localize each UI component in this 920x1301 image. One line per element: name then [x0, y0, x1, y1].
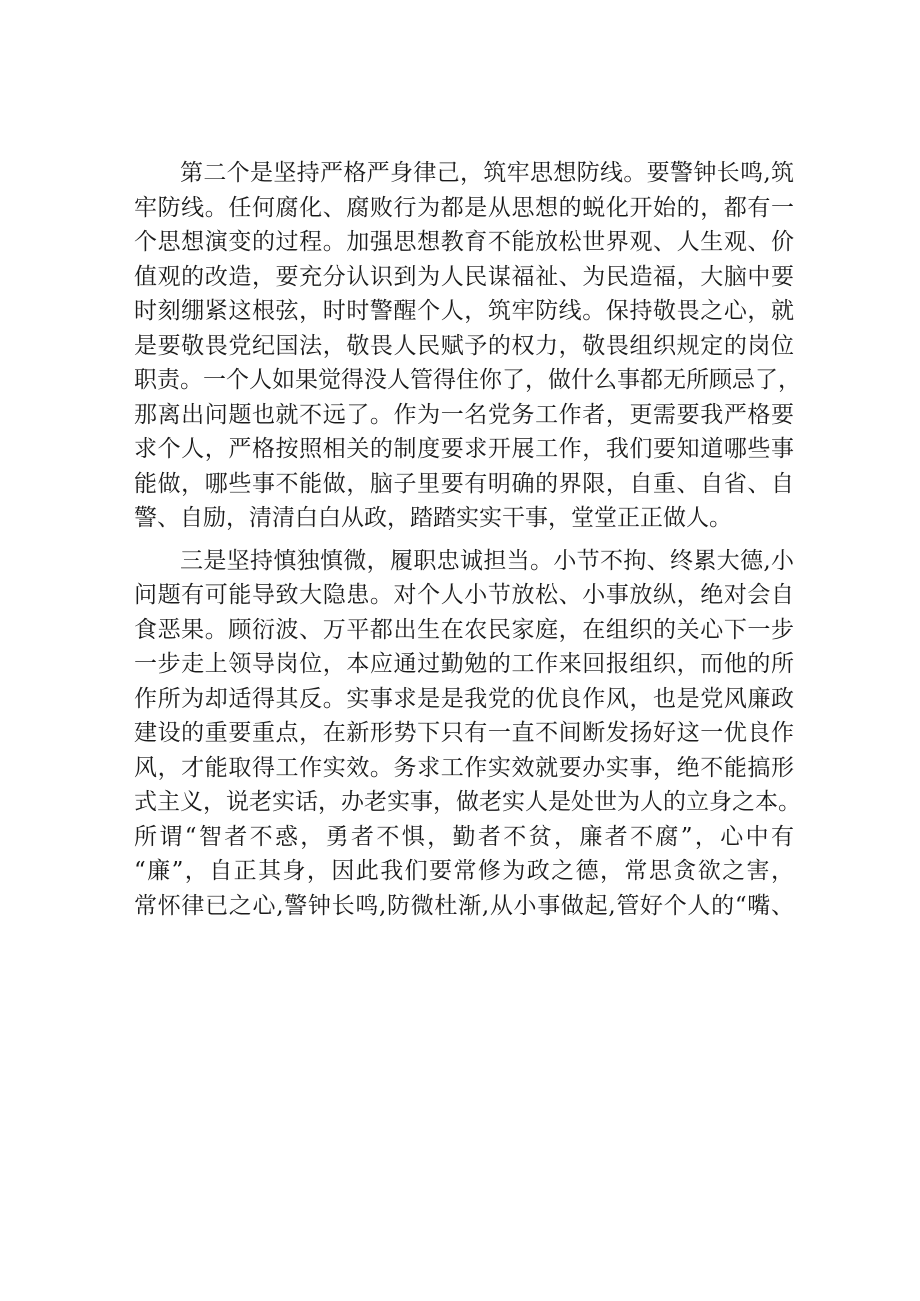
- text-line: 值观的改造，要充分认识到为人民谋福祉、为民造福，大脑中要: [134, 263, 794, 290]
- text-line: 牢防线。任何腐化、腐败行为都是从思想的蜕化开始的，都有一: [134, 194, 794, 221]
- text-line: 一步走上领导岗位，本应通过勤勉的工作来回报组织，而他的所: [134, 651, 794, 677]
- paragraph-self-discipline: [134, 156, 801, 536]
- text-line: 时刻绷紧这根弦，时时警醒个人，筑牢防线。保持敬畏之心，就: [134, 298, 794, 324]
- text-line: 式主义，说老实话，办老实事，做老实人是处世为人的立身之本。: [134, 789, 801, 815]
- text-line: 所谓“智者不惑，勇者不惧，勤者不贫，廉者不腐”，心中有: [134, 823, 794, 850]
- text-line: 第二个是坚持严格严身律己，筑牢思想防线。要警钟长鸣,筑: [180, 160, 794, 186]
- paragraph-spacer: [134, 536, 794, 544]
- text-line: 三是坚持慎独慎微，履职忠诚担当。小节不拘、终累大德,小: [180, 547, 794, 574]
- text-line: 警、自励，清清白白从政，踏踏实实干事，堂堂正正做人。: [134, 505, 732, 531]
- text-line: 食恶果。顾衍波、万平都出生在农民家庭，在组织的关心下一步: [134, 616, 794, 643]
- text-line: 常怀律已之心,警钟长鸣,防微杜渐,从小事做起,管好个人的“嘴、: [134, 892, 794, 919]
- text-line: 求个人，严格按照相关的制度要求开展工作，我们要知道哪些事: [134, 436, 794, 462]
- text-line: 问题有可能导致大隐患。对个人小节放松、小事放纵，绝对会自: [134, 582, 794, 608]
- paragraph-prudence: [134, 544, 801, 924]
- text-line: 能做，哪些事不能做，脑子里要有明确的界限，自重、自省、自: [134, 470, 794, 497]
- text-line: 职责。一个人如果觉得没人管得住你了，做什么事都无所顾忌了，: [134, 367, 801, 393]
- text-line: 是要敬畏党纪国法，敬畏人民赋予的权力，敬畏组织规定的岗位: [134, 332, 794, 359]
- text-line: “廉”，自正其身，因此我们要常修为政之德，常思贪欲之害，: [134, 858, 794, 884]
- document-body: [134, 156, 801, 923]
- text-line: 作所为却适得其反。实事求是是我党的优良作风，也是党风廉政: [134, 685, 794, 712]
- text-line: 那离出问题也就不远了。作为一名党务工作者，更需要我严格要: [134, 401, 794, 428]
- text-line: 风，才能取得工作实效。务求工作实效就要办实事，绝不能搞形: [134, 754, 794, 781]
- text-line: 个思想演变的过程。加强思想教育不能放松世界观、人生观、价: [134, 229, 794, 255]
- text-line: 建设的重要重点，在新形势下只有一直不间断发扬好这一优良作: [134, 720, 794, 746]
